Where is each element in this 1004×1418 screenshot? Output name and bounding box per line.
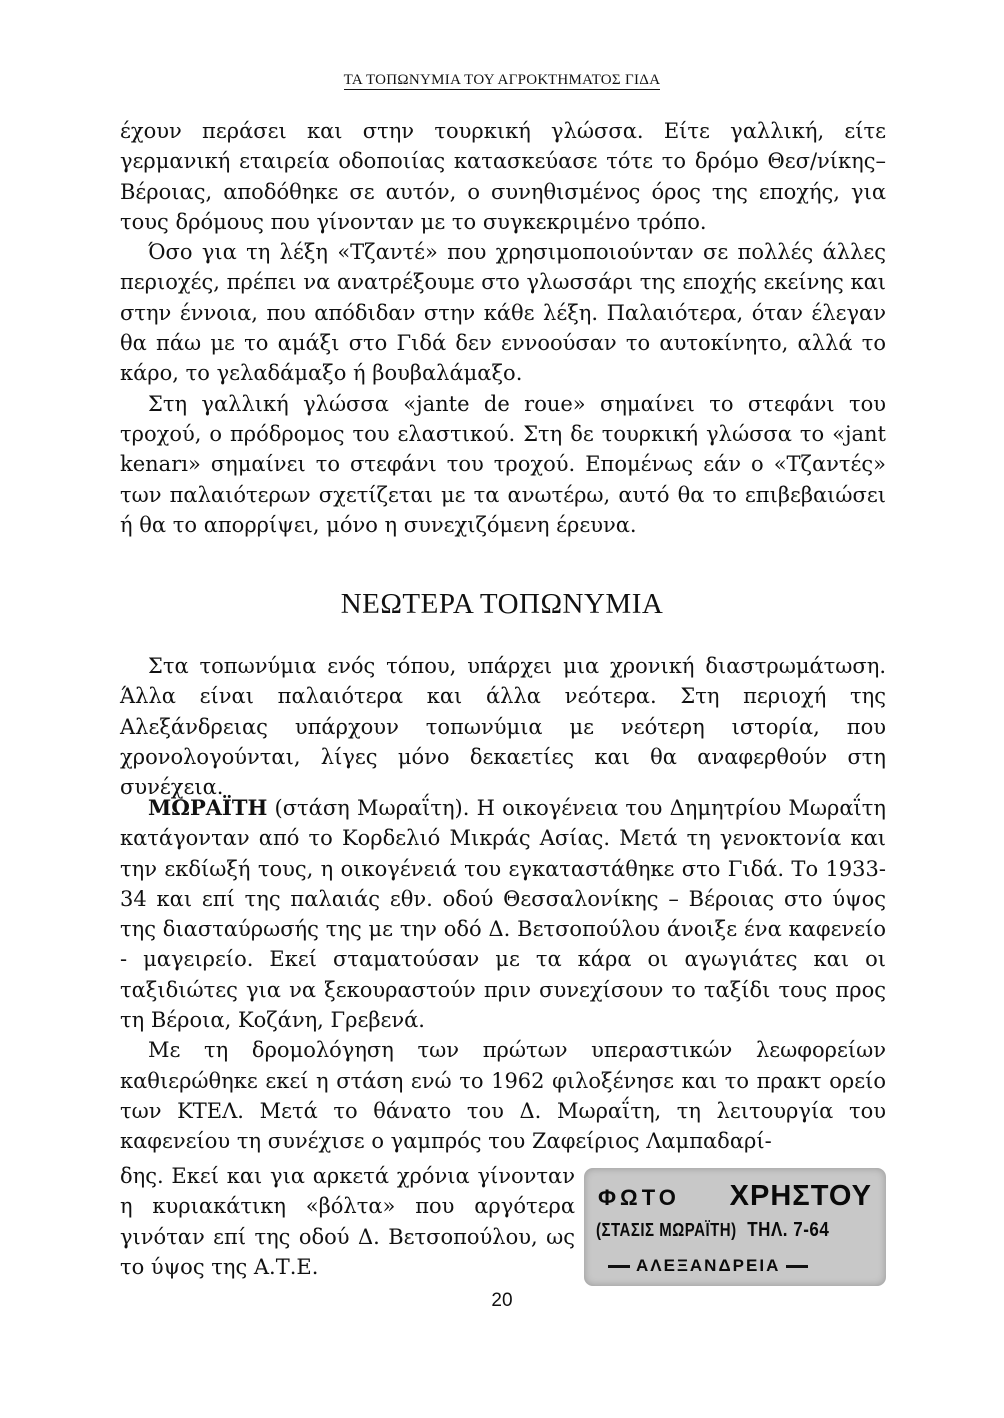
entry-text: (στάση Μωραΐτη). Η οικογένεια του Δημητρίου Μωραΐτη κατάγονταν από το Κορδελιό Μικράς Ασίας. Μετά τη γενοκτονία και την εκδίωξή τους, η οικογένειά του εγκαταστάθηκε στο Γιδά. Το 1933-34 και επί της παλαιάς εθν. οδού Θεσσαλονίκης – Βέροιας στο ύψος της διασταύρωσής της με την οδό Δ. Βετσοπούλου άνοιξε ένα καφενείο - μαγειρείο. Εκεί σταματούσαν με τα κάρα οι αγωγιάτες και οι ταξιδιώτες για να ξεκουραστούν πριν συνεχίσουν το ταξίδι τους προς τη Βέροια, Κοζάνη, Γρεβενά.: [120, 796, 886, 1033]
paragraph: Στη γαλλική γλώσσα «jante de roue» σημαίνει το στεφάνι του τροχού, ο πρόδρομος του ελαστικού. Στη δε τουρκική γλώσσα το «jant kenarı» σημαίνει το στεφάνι του τροχού. Επομένως εάν ο «Τζαντές» των παλαιότερων σχετίζεται με τα ανωτέρω, αυτό θα το επιβεβαιώσει ή θα το απορρίψει, μόνο η συνεχιζόμενη έρευνα.: [120, 391, 886, 537]
stamp-line-1: [598, 1180, 872, 1213]
paragraph: [120, 793, 886, 1035]
stamp-studio-name: ΧΡΗΣΤΟΥ: [729, 1180, 872, 1212]
page-number: 20: [491, 1290, 513, 1311]
photo-stamp-image: [584, 1168, 886, 1286]
running-head: [0, 72, 1004, 89]
paragraph: Με τη δρομολόγηση των πρώτων υπεραστικών λεωφορείων καθιερώθηκε εκεί η στάση ενώ το 1962 φιλοξένησε και το πρακτ ορείο των ΚΤΕΛ. Μετά το θάνατο του Δ. Μωραΐτη, τη λειτουργία του καφενείου τη συνέχισε ο γαμπρός του Ζαφείριος Λαμπαδαρί-: [120, 1038, 886, 1154]
stamp-dash-left: [608, 1265, 630, 1268]
stamp-dash-right: [786, 1265, 808, 1268]
stamp-line-3: [602, 1256, 872, 1276]
stamp-location: (ΣΤΑΣΙΣ ΜΩΡΑΪΤΗ): [596, 1220, 737, 1241]
intro-text: [120, 116, 886, 540]
stamp-line-2: [596, 1218, 876, 1242]
paragraph: Στα τοπωνύμια ενός τόπου, υπάρχει μια χρονική διαστρωμάτωση. Άλλα είναι παλαιότερα και άλλα νεότερα. Στη περιοχή της Αλεξάνδρειας υπάρχουν τοπωνύμια με νεότερη ιστορία, που χρονολογούνται, λίγες μόνο δεκαετίες και θα αναφερθούν στη συνέχεια.: [120, 654, 886, 800]
entry-moraiti: [120, 793, 886, 1157]
section-heading: ΝΕΩΤΕΡΑ ΤΟΠΩΝΥΜΙΑ: [340, 588, 664, 620]
stamp-phone: ΤΗΛ. 7-64: [747, 1218, 830, 1241]
paragraph: έχουν περάσει και στην τουρκική γλώσσα. Είτε γαλλική, είτε γερμανική εταιρεία οδοποιίας κατασκεύασε τότε το δρόμο Θεσ/νίκης–Βέροιας, αποδόθηκε σε αυτόν, ο συνηθισμένος όρος της εποχής, για τους δρόμους που γίνονταν με το συγκεκριμένο τρόπο.: [120, 119, 886, 234]
stamp-town: ΑΛΕΞΑΝΔΡΕΙΑ: [636, 1256, 781, 1275]
section-intro: [120, 651, 886, 802]
entry-continuation: [120, 1161, 575, 1282]
stamp-photo-label: ΦΩΤΟ: [598, 1185, 680, 1210]
running-head-text: ΤΑ ΤΟΠΩΝΥΜΙΑ ΤΟΥ ΑΓΡΟΚΤΗΜΑΤΟΣ ΓΙΔΑ: [343, 72, 661, 88]
paragraph: Όσο για τη λέξη «Τζαντέ» που χρησιμοποιούνταν σε πολλές άλλες περιοχές, πρέπει να ανατρέξουμε στο γλωσσάρι της εποχής εκείνης και στην έννοια, που απόδιδαν στην κάθε λέξη. Παλαιότερα, όταν έλεγαν θα πάω με το αμάξι στο Γιδά δεν εννοούσαν το αυτοκίνητο, αλλά το κάρο, το γελαδάμαξο ή βουβαλάμαξο.: [120, 240, 886, 386]
paragraph: δης. Εκεί και για αρκετά χρόνια γίνονταν η κυριακάτικη «βόλτα» που αργότερα γινόταν επί της οδού Δ. Βετσοπούλου, ως το ύψος της Α.Τ.Ε.: [120, 1164, 575, 1279]
entry-term: ΜΩΡΑΪΤΗ: [148, 795, 268, 820]
